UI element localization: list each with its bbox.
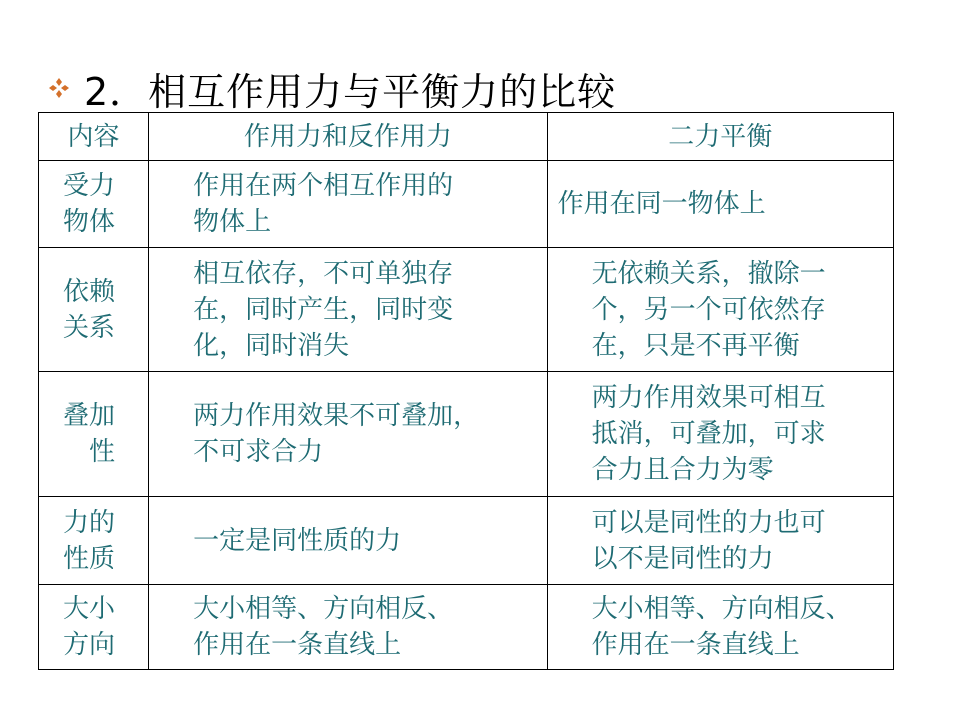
title-text: 2．相互作用力与平衡力的比较 [84, 69, 617, 114]
row-label: 受力 物体 [39, 161, 149, 248]
row-label: 力的 性质 [39, 497, 149, 585]
table-row [39, 585, 894, 670]
header-balance: 二力平衡 [547, 113, 893, 161]
interaction-cell: 一定是同性质的力 [149, 497, 547, 585]
row-label: 依赖 关系 [39, 248, 149, 372]
balance-cell: 无依赖关系，撤除一 个，另一个可依然存 在，只是不再平衡 [547, 248, 893, 372]
balance-cell: 作用在同一物体上 [547, 161, 893, 248]
interaction-cell: 两力作用效果不可叠加， 不可求合力 [149, 372, 547, 497]
comparison-table [38, 112, 894, 670]
header-content: 内容 [39, 113, 149, 161]
interaction-cell: 相互依存，不可单独存 在，同时产生，同时变 化，同时消失 [149, 248, 547, 372]
table-row [39, 161, 894, 248]
diamond-bullet-icon [48, 77, 70, 99]
row-label: 大小 方向 [39, 585, 149, 670]
interaction-cell: 大小相等、方向相反、 作用在一条直线上 [149, 585, 547, 670]
balance-cell: 大小相等、方向相反、 作用在一条直线上 [547, 585, 893, 670]
balance-cell: 可以是同性的力也可 以不是同性的力 [547, 497, 893, 585]
table-row [39, 248, 894, 372]
slide-title [48, 60, 616, 116]
balance-cell: 两力作用效果可相互 抵消，可叠加，可求 合力且合力为零 [547, 372, 893, 497]
row-label: 叠加 性 [39, 372, 149, 497]
table-header-row [39, 113, 894, 161]
table-row [39, 497, 894, 585]
interaction-cell: 作用在两个相互作用的 物体上 [149, 161, 547, 248]
header-interaction: 作用力和反作用力 [149, 113, 547, 161]
table-row [39, 372, 894, 497]
